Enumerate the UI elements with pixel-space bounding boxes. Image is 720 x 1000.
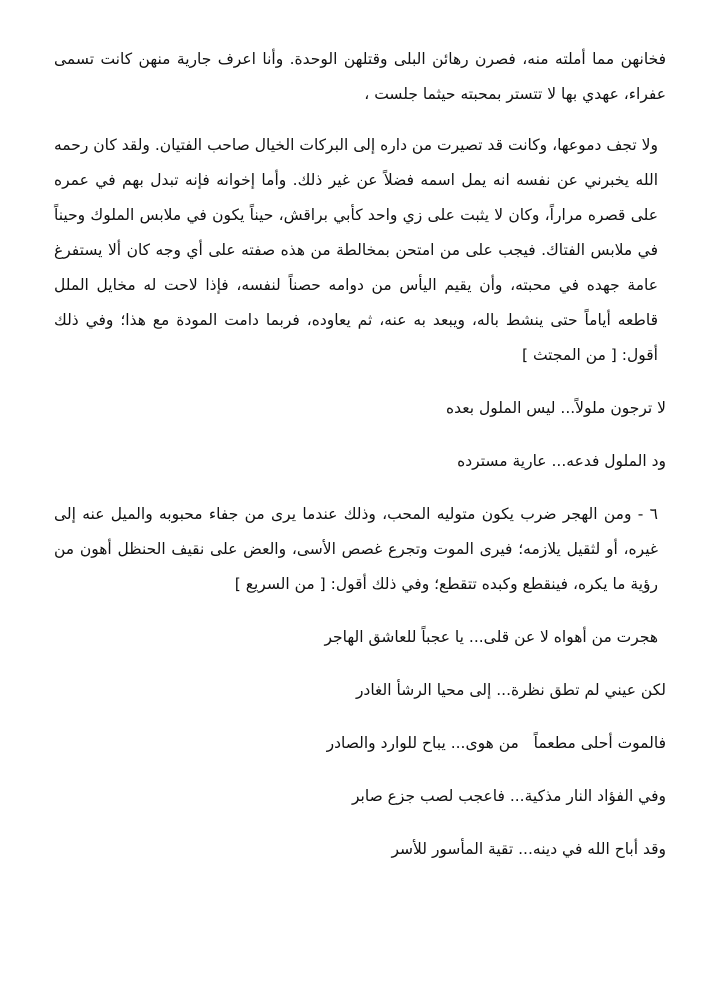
verse-line: وقد أباح الله في دينه... تقية المأسور للأسر (391, 840, 666, 858)
verse-line: فالموت أحلى مطعماً من هوى... يباح للوارد والصادر (326, 734, 666, 752)
paragraph-2: ولا تجف دموعها، وكانت قد تصيرت من داره إلى البركات الخيال صاحب الفتيان. ولقد كان رحمه الله يخبرني عن نفسه انه يمل اسمه فضلاً عن غير ذلك. وأما إخوانه فإنه تبدل بهم في عمره على قصره مراراً، وكان لا يثبت على زي واحد كأبي براقش، حيناً يكون في ملابس الملوك وحيناً في ملابس الفتاك. فيجب على من امتحن بمخالطة من هذه صفته على أي وجه كان ألا يستفرغ عامة جهده في محبته، وأن يقيم اليأس من دوامه حصناً لنفسه، فإذا لاحت له مخايل الملل قاطعه أياماً حتى ينشط باله، ويبعد به عنه، ثم يعاوده، فربما دامت المودة مع هذا؛ وفي ذلك أقول: [ من المجتث ] (54, 136, 658, 364)
verse-line: وفي الفؤاد النار مذكية... فاعجب لصب جزع صابر (351, 787, 666, 805)
verse-line: لا ترجون ملولاً... ليس الملول بعده (446, 399, 666, 417)
paragraph-3: ٦ - ومن الهجر ضرب يكون متوليه المحب، وذلك عندما يرى من جفاء محبوبه والميل عنه إلى غيره، أو لثقيل يلازمه؛ فيرى الموت وتجرع غصص الأسى، والعض على نقيف الحنظل أهون من رؤية ما يكره، فينقطع وكبده تتقطع؛ وفي ذلك أقول: [ من السريع ] (54, 505, 658, 593)
document-page (54, 42, 666, 867)
paragraph-1: فخانهن مما أملته منه، فصرن رهائن البلى وقتلهن الوحدة. وأنا اعرف جارية منهن كانت تسمى عفراء، عهدي بها لا تتستر بمحبته حيثما جلست ، (54, 50, 666, 103)
verse-line: هجرت من أهواه لا عن قلى... يا عجباً للعاشق الهاجر (324, 628, 658, 646)
verse-line: لكن عيني لم تطق نظرة... إلى محيا الرشأ الغادر (355, 681, 666, 699)
verse-line: ود الملول فدعه... عارية مسترده (457, 452, 666, 470)
